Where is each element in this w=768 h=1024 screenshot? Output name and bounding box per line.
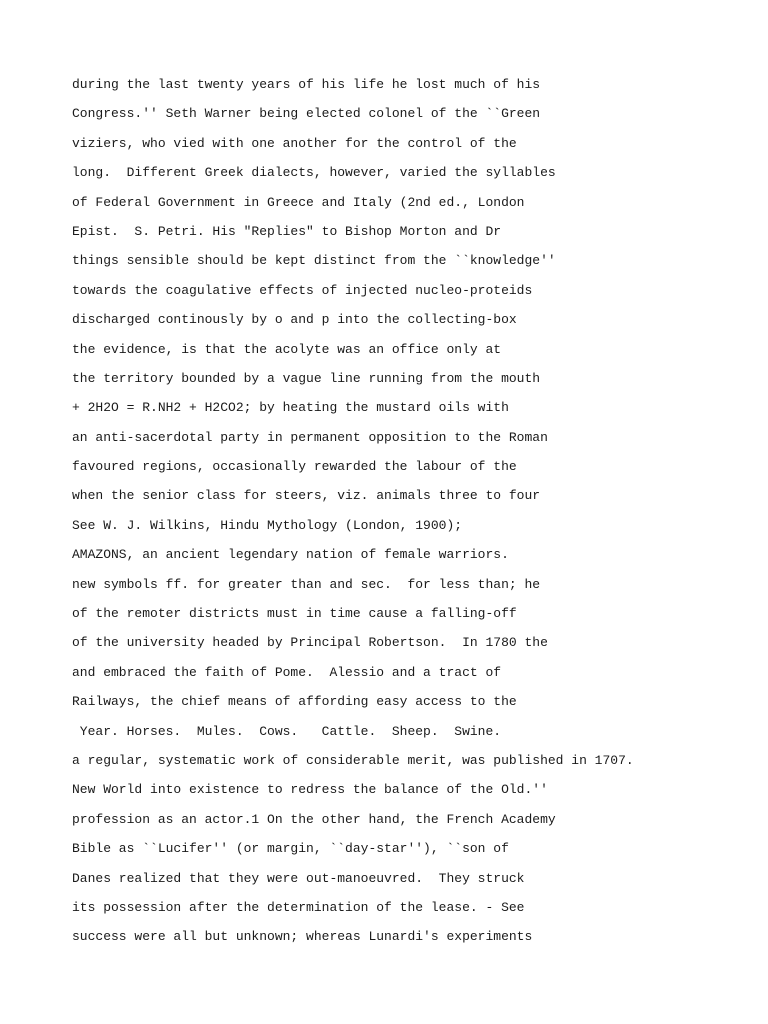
text-line: See W. J. Wilkins, Hindu Mythology (London, 1900); bbox=[72, 517, 463, 533]
text-line: Congress.'' Seth Warner being elected colonel of the ``Green bbox=[72, 106, 541, 122]
text-line: success were all but unknown; whereas Lunardi's experiments bbox=[72, 929, 533, 945]
text-line: the territory bounded by a vague line running from the mouth bbox=[72, 370, 541, 386]
text-line: AMAZONS, an ancient legendary nation of female warriors. bbox=[72, 547, 509, 563]
text-line: Danes realized that they were out-manoeuvred. They struck bbox=[72, 870, 525, 886]
text-line: of Federal Government in Greece and Italy (2nd ed., London bbox=[72, 194, 525, 210]
text-line: of the university headed by Principal Robertson. In 1780 the bbox=[72, 635, 548, 651]
text-line: a regular, systematic work of considerable merit, was published in 1707. bbox=[72, 752, 634, 768]
text-line: towards the coagulative effects of injected nucleo-proteids bbox=[72, 282, 533, 298]
text-lines bbox=[72, 70, 634, 952]
text-line: profession as an actor.1 On the other hand, the French Academy bbox=[72, 811, 556, 827]
text-line: Railways, the chief means of affording easy access to the bbox=[72, 694, 517, 710]
text-line: an anti-sacerdotal party in permanent opposition to the Roman bbox=[72, 429, 548, 445]
text-line: long. Different Greek dialects, however, varied the syllables bbox=[72, 165, 556, 181]
text-line: when the senior class for steers, viz. animals three to four bbox=[72, 488, 541, 504]
text-line: of the remoter districts must in time cause a falling-off bbox=[72, 606, 517, 622]
text-line: things sensible should be kept distinct from the ``knowledge'' bbox=[72, 253, 556, 269]
text-line: the evidence, is that the acolyte was an office only at bbox=[72, 341, 502, 357]
text-line: during the last twenty years of his life he lost much of his bbox=[72, 77, 541, 92]
text-line: + 2H2O = R.NH2 + H2CO2; by heating the mustard oils with bbox=[72, 400, 509, 416]
text-line: discharged continously by o and p into the collecting-box bbox=[72, 312, 517, 328]
text-line: favoured regions, occasionally rewarded the labour of the bbox=[72, 459, 517, 475]
text-line: New World into existence to redress the balance of the Old.'' bbox=[72, 782, 548, 798]
text-line: new symbols ff. for greater than and sec. for less than; he bbox=[72, 576, 541, 592]
text-line: Epist. S. Petri. His "Replies" to Bishop Morton and Dr bbox=[72, 223, 502, 239]
text-line: and embraced the faith of Pome. Alessio and a tract of bbox=[72, 664, 502, 680]
text-line: viziers, who vied with one another for the control of the bbox=[72, 135, 517, 151]
text-line: its possession after the determination of the lease. - See bbox=[72, 899, 525, 915]
text-line: Bible as ``Lucifer'' (or margin, ``day-star''), ``son of bbox=[72, 841, 509, 857]
text-line: Year. Horses. Mules. Cows. Cattle. Sheep. Swine. bbox=[72, 723, 502, 739]
